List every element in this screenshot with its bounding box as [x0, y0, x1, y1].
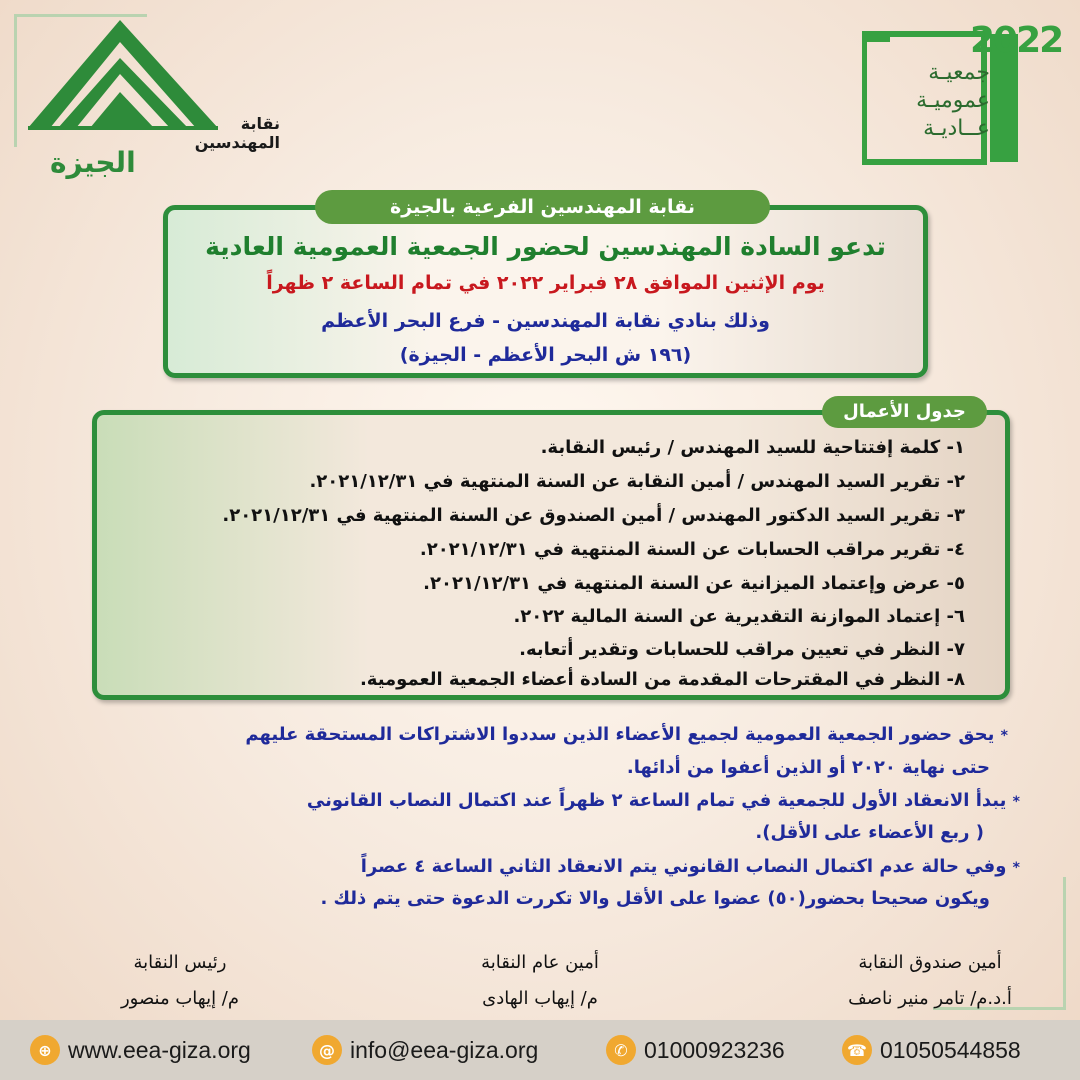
- agenda-box: [92, 410, 1010, 700]
- president-title: رئيس النقابة: [133, 952, 227, 973]
- website-text: www.eea-giza.org: [68, 1036, 251, 1063]
- whatsapp-text: 01000923236: [644, 1036, 785, 1063]
- whatsapp-icon: ✆: [606, 1035, 636, 1065]
- treasurer-title: أمين صندوق النقابة: [858, 952, 1002, 973]
- at-icon: @: [312, 1035, 342, 1065]
- phone-text: 01050544858: [880, 1036, 1021, 1063]
- invitation-box: [163, 205, 928, 378]
- email-text: info@eea-giza.org: [350, 1036, 539, 1063]
- president-name: م/ إيهاب منصور: [120, 988, 240, 1009]
- badge-year: 2022: [970, 20, 1063, 61]
- phone-icon: ☎: [842, 1035, 872, 1065]
- syndicate-logo: [20, 18, 280, 179]
- logo-name: نقابة المهندسين: [194, 114, 280, 152]
- asterisk-icon: *: [1000, 728, 1008, 744]
- agenda-item: ٥- عرض وإعتماد الميزانية عن السنة المنتهية في ٢٠٢١/١٢/٣١.: [423, 573, 965, 594]
- whatsapp-link[interactable]: [606, 1032, 785, 1068]
- agenda-label: جدول الأعمال: [822, 396, 987, 428]
- treasurer-name: أ.د.م/ تامر منير ناصف: [848, 988, 1012, 1009]
- globe-icon: ⊕: [30, 1035, 60, 1065]
- logo-city: الجيزة: [50, 146, 136, 179]
- badge-line-1: جمعيـة: [928, 60, 990, 85]
- phone-link[interactable]: [842, 1032, 1021, 1068]
- agenda-item: ٢- تقرير السيد المهندس / أمين النقابة عن السنة المنتهية في ٢٠٢١/١٢/٣١.: [309, 471, 965, 492]
- website-link[interactable]: [30, 1032, 251, 1068]
- email-link[interactable]: [312, 1032, 538, 1068]
- note-line: حتى نهاية ٢٠٢٠ أو الذين أعفوا من أدائها.: [626, 757, 990, 778]
- agenda-item: ٤- تقرير مراقب الحسابات عن السنة المنتهية في ٢٠٢١/١٢/٣١.: [419, 539, 965, 560]
- agenda-item: ١- كلمة إفتتاحية للسيد المهندس / رئيس النقابة.: [540, 437, 965, 458]
- badge-line-3: عــاديـة: [923, 116, 990, 141]
- agenda-item: ٣- تقرير السيد الدكتور المهندس / أمين الصندوق عن السنة المنتهية في ٢٠٢١/١٢/٣١.: [222, 505, 965, 526]
- invitation-place: وذلك بنادي نقابة المهندسين - فرع البحر الأعظم: [321, 310, 770, 332]
- contact-footer: [0, 1020, 1080, 1080]
- organization-header: نقابة المهندسين الفرعية بالجيزة: [315, 190, 770, 224]
- note-text: يبدأ الانعقاد الأول للجمعية في تمام الساعة ٢ ظهراً عند اكتمال النصاب القانوني: [306, 790, 1007, 811]
- asterisk-icon: *: [1012, 794, 1020, 810]
- asterisk-icon: *: [1012, 860, 1020, 876]
- agenda-item: ٦- إعتماد الموازنة التقديرية عن السنة المالية ٢٠٢٢.: [513, 606, 965, 627]
- agenda-item: ٧- النظر في تعيين مراقب للحسابات وتقدير أتعابه.: [519, 639, 965, 660]
- note-line: ( ربع الأعضاء على الأقل).: [755, 822, 984, 843]
- note-line: ويكون صحيحا بحضور(٥٠) عضوا على الأقل والا تكررت الدعوة حتى يتم ذلك .: [320, 888, 990, 909]
- agenda-item: ٨- النظر في المقترحات المقدمة من السادة أعضاء الجمعية العمومية.: [359, 669, 965, 690]
- invitation-title: تدعو السادة المهندسين لحضور الجمعية العمومية العادية: [205, 232, 886, 261]
- note-line: [361, 856, 1020, 877]
- note-text: وفي حالة عدم اكتمال النصاب القانوني يتم الانعقاد الثاني الساعة ٤ عصراً: [360, 856, 1007, 877]
- invitation-date: يوم الإثنين الموافق ٢٨ فبراير ٢٠٢٢ في تمام الساعة ٢ ظهراً: [266, 272, 825, 294]
- secretary-name: م/ إيهاب الهادى: [482, 988, 598, 1009]
- secretary-title: أمين عام النقابة: [481, 952, 599, 973]
- invitation-address: (١٩٦ ش البحر الأعظم - الجيزة): [399, 344, 692, 366]
- note-line: [245, 724, 1008, 745]
- general-assembly-badge: [862, 16, 1063, 166]
- badge-line-2: عموميـة: [916, 88, 990, 113]
- note-text: يحق حضور الجمعية العمومية لجميع الأعضاء الذين سددوا الاشتراكات المستحقة عليهم: [245, 724, 995, 745]
- note-line: [307, 790, 1020, 811]
